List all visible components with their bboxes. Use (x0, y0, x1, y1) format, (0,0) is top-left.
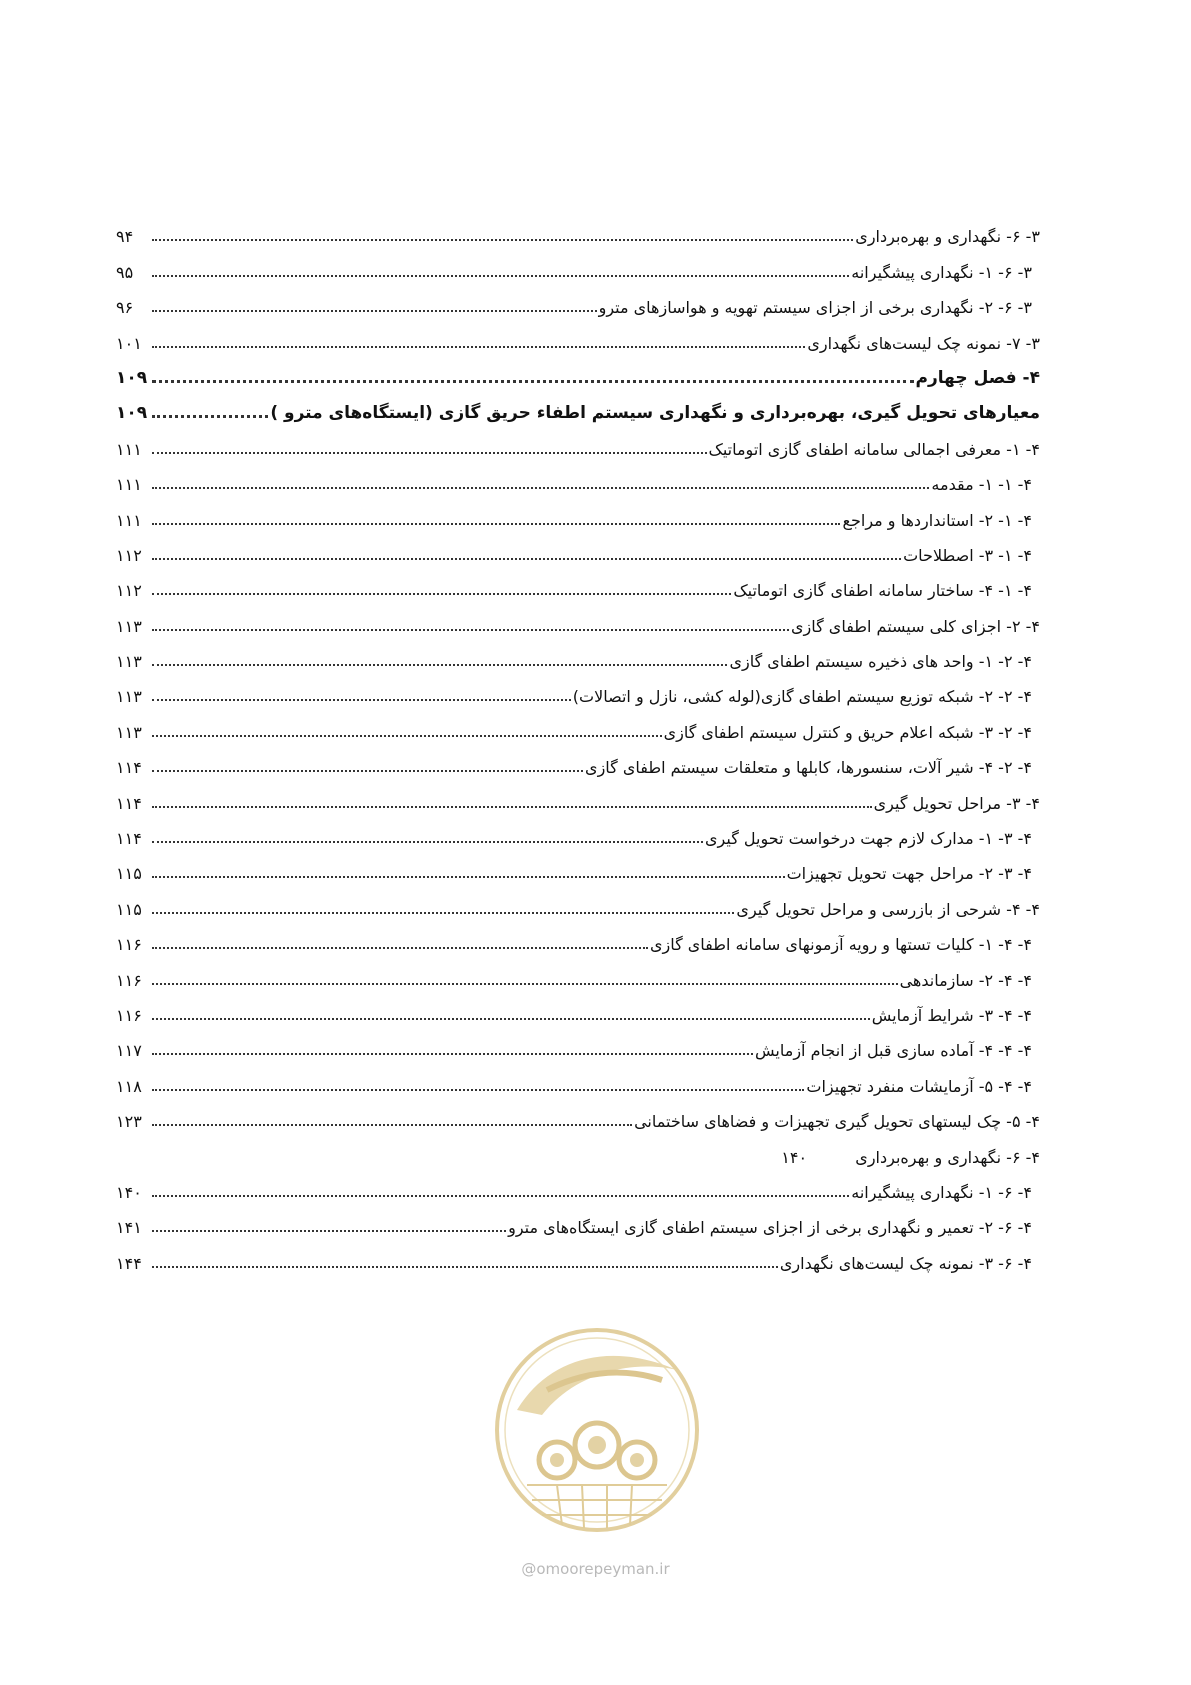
toc-entry-title: ۳- ۷- نمونه چک لیست‌های نگهداری (807, 333, 1040, 353)
toc-entry-title: ۴- ۴- ۵- آزمایشات منفرد تجهیزات (806, 1076, 1032, 1096)
dot-leader (152, 699, 571, 701)
logo-seal-icon (487, 1320, 707, 1560)
toc-entry-page-number: ۹۴ (116, 227, 134, 247)
toc-entry[interactable] (116, 1028, 1040, 1063)
toc-entry-title: ۴- ۱- ۲- استانداردها و مراجع (842, 510, 1032, 530)
dot-leader (152, 876, 785, 878)
toc-entry-title: ۴- ۱- معرفی اجمالی سامانه اطفای گازی اتوماتیک (708, 439, 1040, 459)
toc-entry-title: ۴- ۶- ۱- نگهداری پیشگیرانه (851, 1182, 1032, 1202)
toc-entry[interactable] (116, 993, 1040, 1028)
toc-entry-page-number: ۱۱۲ (116, 545, 142, 565)
toc-entry-title: ۴- ۴- ۱- کلیات تستها و رویه آزمونهای سامانه اطفای گازی (649, 935, 1032, 955)
toc-entry[interactable] (116, 1134, 1040, 1169)
toc-entry-page-number: ۱۱۵ (116, 899, 142, 919)
toc-entry[interactable] (116, 533, 1040, 568)
toc-entry[interactable] (116, 391, 1040, 426)
toc-entry-page-number: ۱۴۰ (781, 1147, 808, 1167)
toc-entry[interactable] (116, 249, 1040, 284)
toc-entry[interactable] (116, 1170, 1040, 1205)
toc-entry-page-number: ۱۰۱ (116, 333, 142, 353)
dot-leader (152, 452, 707, 454)
dot-leader (152, 239, 853, 241)
toc-entry-page-number: ۱۱۲ (116, 581, 142, 601)
dot-leader (152, 415, 268, 418)
publisher-logo (487, 1320, 707, 1560)
toc-entry[interactable] (116, 851, 1040, 886)
dot-leader (152, 1018, 870, 1020)
toc-entry-page-number: ۱۰۹ (116, 403, 148, 424)
toc-entry-page-number: ۱۰۹ (116, 367, 148, 388)
dot-leader (152, 558, 901, 560)
dot-leader (152, 523, 840, 525)
toc-entry-title: ۴- ۴- ۲- سازماندهی (899, 970, 1032, 990)
toc-entry-title: ۴- ۴- شرحی از بازرسی و مراحل تحویل گیری (736, 899, 1040, 919)
toc-entry-title: ۴- ۲- ۱- واحد های ذخیره سیستم اطفای گازی (729, 652, 1032, 672)
toc-entry-title: ۴- ۱- ۱- مقدمه (931, 475, 1032, 495)
toc-entry[interactable] (116, 780, 1040, 815)
toc-entry-page-number: ۱۱۴ (116, 793, 142, 813)
toc-entry-title: ۴- ۳- ۲- مراحل جهت تحویل تجهیزات (786, 864, 1032, 884)
toc-entry-title: ۴- فصل چهارم (915, 367, 1040, 388)
toc-entry-page-number: ۱۱۶ (116, 970, 142, 990)
dot-leader (152, 1124, 632, 1126)
toc-entry[interactable] (116, 922, 1040, 957)
dot-leader (152, 346, 805, 348)
toc-entry[interactable] (116, 1063, 1040, 1098)
toc-entry-title: ۴- ۳- مراحل تحویل گیری (873, 793, 1040, 813)
table-of-contents (116, 214, 1040, 1276)
toc-entry-title: ۴- ۵- چک لیستهای تحویل گیری تجهیزات و فضاهای ساختمانی (634, 1112, 1040, 1132)
toc-entry[interactable] (116, 1099, 1040, 1134)
toc-entry-page-number: ۱۱۶ (116, 935, 142, 955)
toc-entry-title: ۴- ۱- ۴- ساختار سامانه اطفای گازی اتوماتیک (733, 581, 1032, 601)
toc-entry-page-number: ۱۴۰ (116, 1182, 142, 1202)
toc-entry-page-number: ۱۲۳ (116, 1112, 142, 1132)
toc-entry-page-number: ۱۱۸ (116, 1076, 142, 1096)
dot-leader (152, 770, 583, 772)
toc-entry[interactable] (116, 603, 1040, 638)
toc-entry-title: ۴- ۴- ۳- شرایط آزمایش (871, 1005, 1032, 1025)
toc-entry-page-number: ۱۱۱ (116, 510, 142, 530)
dot-leader (152, 806, 872, 808)
toc-entry-page-number: ۱۱۳ (116, 722, 142, 742)
toc-entry-page-number: ۹۵ (116, 262, 134, 282)
toc-entry-page-number: ۱۱۳ (116, 687, 142, 707)
toc-entry[interactable] (116, 745, 1040, 780)
toc-entry-title: ۴- ۲- ۴- شیر آلات، سنسورها، کابلها و متعلقات سیستم اطفای گازی (585, 758, 1032, 778)
dot-leader (152, 841, 703, 843)
toc-entry-page-number: ۱۱۳ (116, 616, 142, 636)
dot-leader (152, 1230, 506, 1232)
toc-entry[interactable] (116, 356, 1040, 391)
toc-entry-page-number: ۱۱۴ (116, 829, 142, 849)
toc-entry[interactable] (116, 639, 1040, 674)
toc-entry[interactable] (116, 957, 1040, 992)
toc-entry-page-number: ۱۴۱ (116, 1218, 142, 1238)
dot-leader (152, 310, 597, 312)
toc-entry-page-number: ۱۱۵ (116, 864, 142, 884)
toc-entry[interactable] (116, 1240, 1040, 1275)
dot-leader (152, 947, 648, 949)
dot-leader (152, 380, 914, 383)
toc-entry[interactable] (116, 1205, 1040, 1240)
dot-leader (152, 983, 898, 985)
toc-entry[interactable] (116, 709, 1040, 744)
toc-entry-title: ۴- ۳- ۱- مدارک لازم جهت درخواست تحویل گیری (705, 829, 1032, 849)
toc-entry[interactable] (116, 816, 1040, 851)
toc-entry-title: ۴- ۶- ۲- تعمیر و نگهداری برخی از اجزای سیستم اطفای گازی ایستگاه‌های مترو (508, 1218, 1032, 1238)
dot-leader (152, 1089, 804, 1091)
dot-leader (152, 275, 849, 277)
dot-leader (152, 912, 734, 914)
toc-entry-title: ۴- ۶- ۳- نمونه چک لیست‌های نگهداری (779, 1253, 1032, 1273)
toc-entry-title: ۴- ۶- نگهداری و بهره‌برداری (855, 1147, 1040, 1167)
toc-entry[interactable] (116, 426, 1040, 461)
dot-leader (152, 593, 731, 595)
toc-entry[interactable] (116, 568, 1040, 603)
toc-entry-title: ۳- ۶- ۱- نگهداری پیشگیرانه (851, 262, 1032, 282)
toc-entry-page-number: ۱۱۷ (116, 1041, 142, 1061)
toc-entry-title: ۴- ۲- ۲- شبکه توزیع سیستم اطفای گازی(لوله کشی، نازل و اتصالات) (572, 687, 1032, 707)
toc-entry-title: ۳- ۶- ۲- نگهداری برخی از اجزای سیستم تهویه و هواسازهای مترو (598, 298, 1032, 318)
toc-entry-title: معیارهای تحویل گیری، بهره‌برداری و نگهداری سیستم اطفاء حریق گازی (ایستگاه‌های مترو ) (270, 403, 1040, 424)
toc-entry-title: ۴- ۲- ۳- شبکه اعلام حریق و کنترل سیستم اطفای گازی (663, 722, 1032, 742)
toc-entry[interactable] (116, 285, 1040, 320)
toc-entry-page-number: ۱۱۱ (116, 439, 142, 459)
dot-leader (152, 487, 929, 489)
toc-entry-title: ۴- ۱- ۳- اصطلاحات (903, 545, 1032, 565)
toc-entry-page-number: ۱۴۴ (116, 1253, 142, 1273)
toc-entry[interactable] (116, 674, 1040, 709)
toc-entry[interactable] (116, 320, 1040, 355)
toc-entry-title: ۳- ۶- نگهداری و بهره‌برداری (855, 227, 1040, 247)
dot-leader (152, 629, 789, 631)
toc-entry[interactable] (116, 462, 1040, 497)
toc-entry-page-number: ۱۱۳ (116, 652, 142, 672)
toc-entry-title: ۴- ۴- ۴- آماده سازی قبل از انجام آزمایش (755, 1041, 1032, 1061)
watermark-url: @omoorepeyman.ir (521, 1560, 670, 1578)
toc-entry[interactable] (116, 886, 1040, 921)
dot-leader (152, 1266, 778, 1268)
toc-entry-page-number: ۱۱۴ (116, 758, 142, 778)
toc-entry-title: ۴- ۲- اجزای کلی سیستم اطفای گازی (790, 616, 1040, 636)
toc-entry-page-number: ۱۱۱ (116, 475, 142, 495)
dot-leader (152, 1053, 753, 1055)
toc-entry[interactable] (116, 497, 1040, 532)
dot-leader (152, 735, 662, 737)
toc-entry[interactable] (116, 214, 1040, 249)
toc-entry-page-number: ۹۶ (116, 298, 134, 318)
toc-entry-page-number: ۱۱۶ (116, 1005, 142, 1025)
dot-leader (152, 664, 727, 666)
dot-leader (152, 1195, 849, 1197)
